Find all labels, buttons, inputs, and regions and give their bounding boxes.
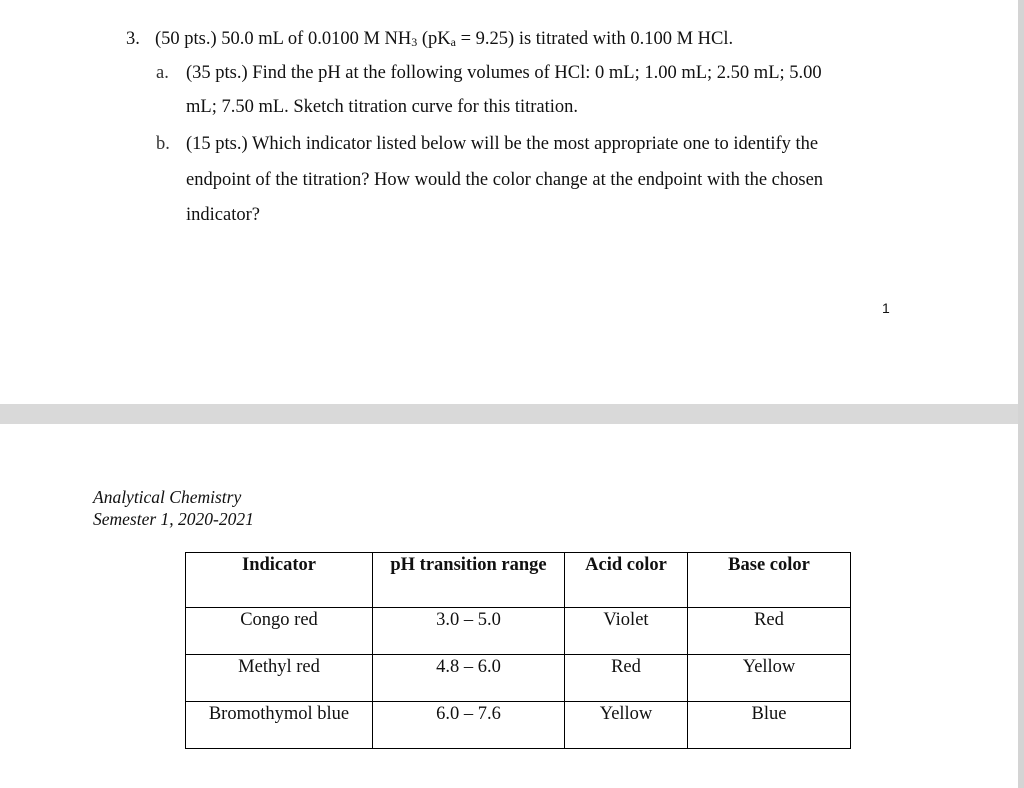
- table-header-row: [186, 553, 851, 608]
- table-cell: Methyl red: [186, 655, 373, 702]
- table-cell: 6.0 – 7.6: [373, 702, 565, 749]
- table-cell: 4.8 – 6.0: [373, 655, 565, 702]
- part-a-line-1: (35 pts.) Find the pH at the following volumes of HCl: 0 mL; 1.00 mL; 2.50 mL; 5.00: [186, 63, 822, 83]
- part-b-letter: b.: [156, 134, 170, 154]
- semester-label: Semester 1, 2020-2021: [93, 509, 254, 529]
- question-intro: [155, 28, 733, 53]
- part-b-line-3: indicator?: [186, 205, 260, 225]
- table-row: [186, 655, 851, 702]
- page-gap: [0, 404, 1024, 424]
- part-b-line-1: (15 pts.) Which indicator listed below will be the most appropriate one to identify the: [186, 134, 819, 154]
- table-row: [186, 608, 851, 655]
- table-cell: Congo red: [186, 608, 373, 655]
- header-indicator: Indicator: [186, 553, 373, 608]
- table-row: [186, 702, 851, 749]
- intro-part-c: = 9.25) is titrated with 0.100 M HCl.: [455, 29, 734, 49]
- table-cell: Red: [565, 655, 688, 702]
- intro-part-b: (pK: [417, 29, 451, 49]
- header-acid-color: Acid color: [565, 553, 688, 608]
- table-cell: Bromothymol blue: [186, 702, 373, 749]
- course-title: Analytical Chemistry: [93, 487, 242, 507]
- table-cell: Violet: [565, 608, 688, 655]
- page-number: 1: [882, 300, 890, 316]
- intro-subscript-a: a: [450, 35, 456, 49]
- intro-part-a: (50 pts.) 50.0 mL of 0.0100 M NH: [155, 29, 412, 49]
- viewer-right-edge: [1018, 0, 1024, 788]
- question-number: 3.: [126, 29, 140, 49]
- table-cell: Red: [688, 608, 851, 655]
- part-a-line-2: mL; 7.50 mL. Sketch titration curve for this titration.: [186, 97, 579, 117]
- header-base-color: Base color: [688, 553, 851, 608]
- table-cell: Yellow: [688, 655, 851, 702]
- table-cell: Yellow: [565, 702, 688, 749]
- table-cell: 3.0 – 5.0: [373, 608, 565, 655]
- intro-subscript-3: 3: [411, 35, 418, 49]
- part-b-line-2: endpoint of the titration? How would the color change at the endpoint with the chosen: [186, 170, 824, 190]
- indicator-table: [185, 552, 851, 749]
- table-cell: Blue: [688, 702, 851, 749]
- header-ph-range: pH transition range: [373, 553, 565, 608]
- part-a-letter: a.: [156, 63, 169, 83]
